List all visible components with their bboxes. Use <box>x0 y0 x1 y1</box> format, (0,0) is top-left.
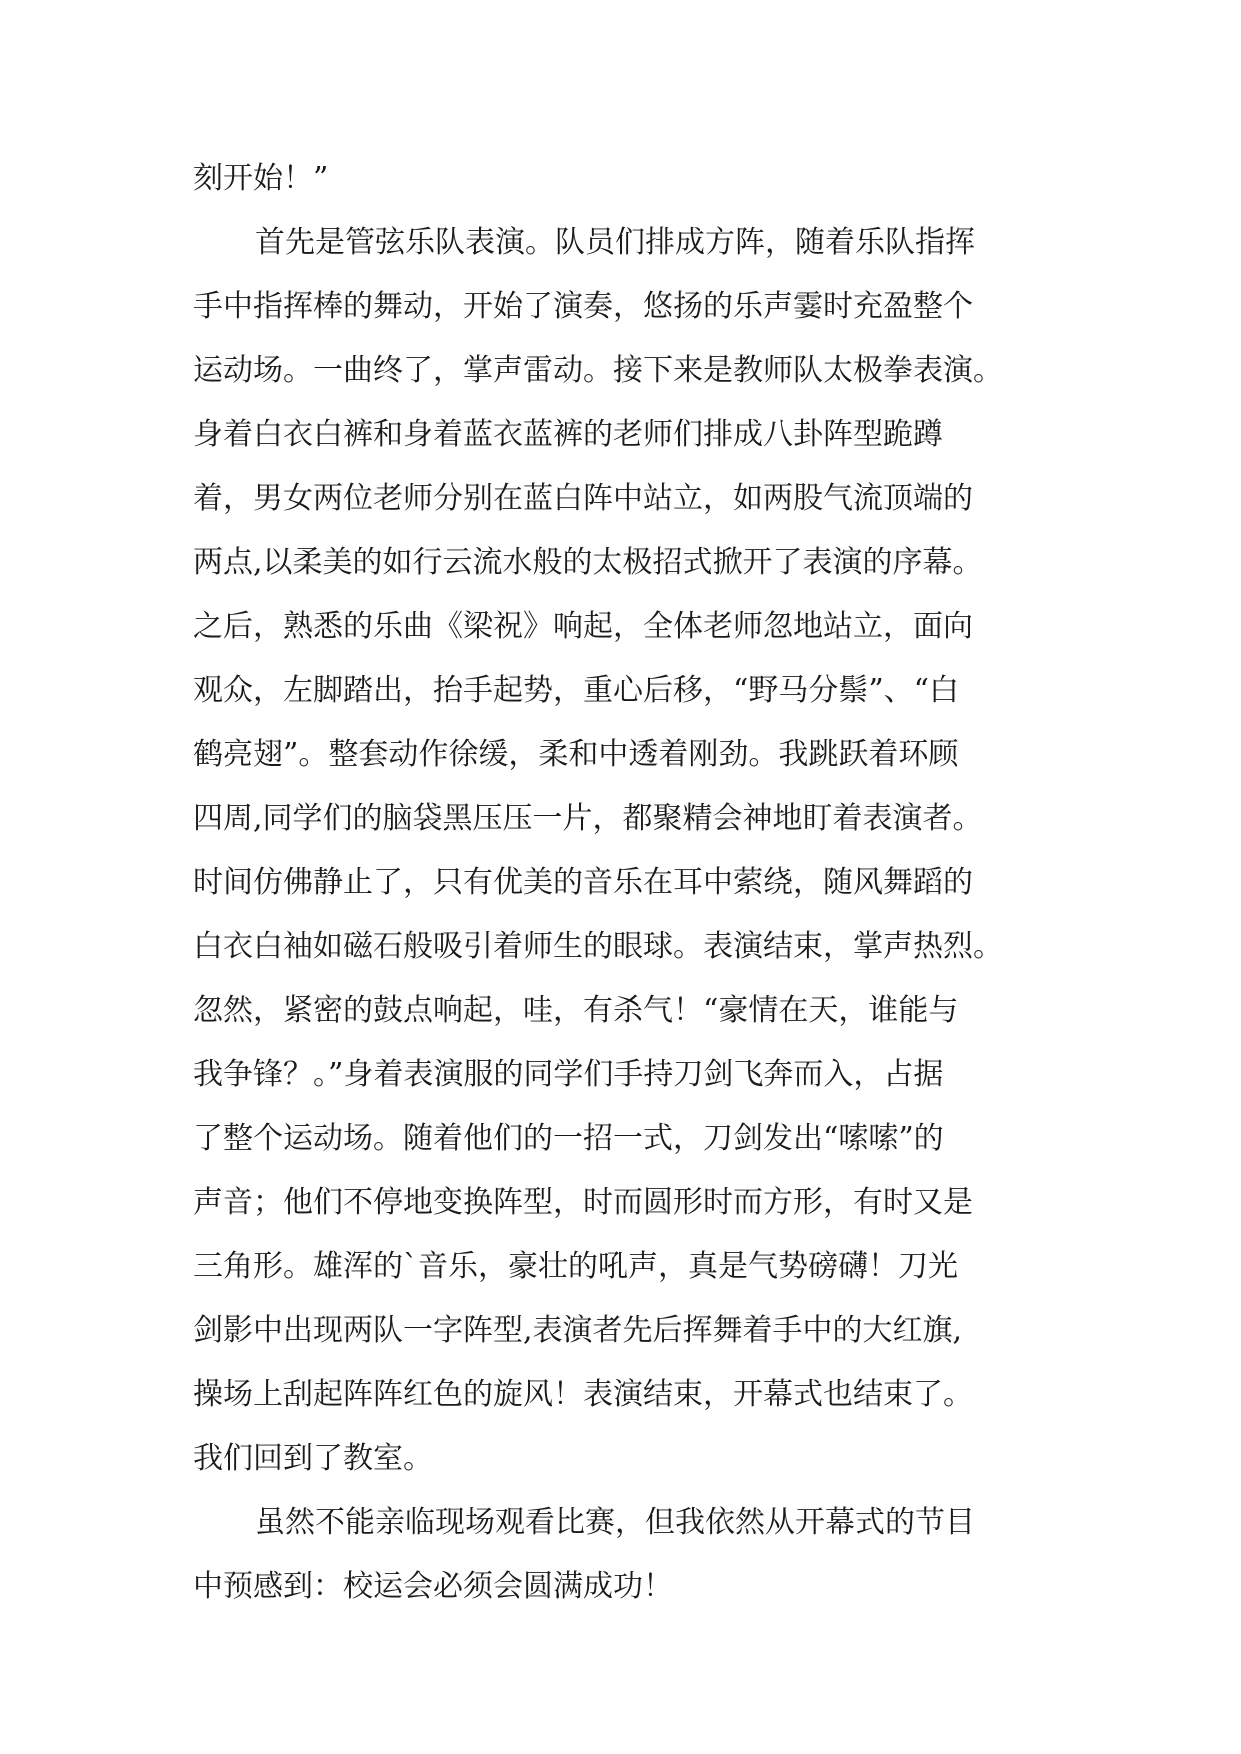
text-line: 着，男女两位老师分别在蓝白阵中站立，如两股气流顶端的 <box>193 481 973 516</box>
text-line: 时间仿佛静止了，只有优美的音乐在耳中萦绕，随风舞蹈的 <box>193 865 973 900</box>
text-line: 虽然不能亲临现场观看比赛，但我依然从开幕式的节目 <box>255 1505 975 1540</box>
text-line: 中预感到：校运会必须会圆满成功！ <box>193 1569 673 1604</box>
text-line: 观众，左脚踏出，抬手起势，重心后移，“野马分鬃”、“白 <box>193 673 960 708</box>
text-line: 剑影中出现两队一字阵型,表演者先后挥舞着手中的大红旗, <box>193 1313 963 1348</box>
paragraph-performances <box>193 211 1073 1491</box>
text-line: 白衣白袖如磁石般吸引着师生的眼球。表演结束，掌声热烈。 <box>193 929 1003 964</box>
text-line: 了整个运动场。随着他们的一招一式，刀剑发出“嗦嗦”的 <box>193 1121 944 1156</box>
text-line: 我们回到了教室。 <box>193 1441 433 1476</box>
text-line: 四周,同学们的脑袋黑压压一片，都聚精会神地盯着表演者。 <box>193 801 983 836</box>
paragraph-opening-quote-end <box>193 147 1073 211</box>
text-line: 三角形。雄浑的`音乐，豪壮的吼声，真是气势磅礴！刀光 <box>193 1249 958 1284</box>
text-line: 两点,以柔美的如行云流水般的太极招式掀开了表演的序幕。 <box>193 545 983 580</box>
text-line: 操场上刮起阵阵红色的旋风！表演结束，开幕式也结束了。 <box>193 1377 973 1412</box>
text-line: 手中指挥棒的舞动，开始了演奏，悠扬的乐声霎时充盈整个 <box>193 289 973 324</box>
text-line: 刻开始！” <box>193 161 329 196</box>
text-line: 运动场。一曲终了，掌声雷动。接下来是教师队太极拳表演。 <box>193 353 1003 388</box>
document-body <box>193 147 1073 1619</box>
text-line: 身着白衣白裤和身着蓝衣蓝裤的老师们排成八卦阵型跪蹲 <box>193 417 943 452</box>
paragraph-conclusion <box>193 1491 1073 1619</box>
text-line: 之后，熟悉的乐曲《梁祝》响起，全体老师忽地站立，面向 <box>193 609 973 644</box>
text-line: 我争锋？。”身着表演服的同学们手持刀剑飞奔而入，占据 <box>193 1057 944 1092</box>
text-line: 声音；他们不停地变换阵型，时而圆形时而方形，有时又是 <box>193 1185 973 1220</box>
text-line: 首先是管弦乐队表演。队员们排成方阵，随着乐队指挥 <box>255 225 975 260</box>
text-line: 忽然，紧密的鼓点响起，哇，有杀气！“豪情在天，谁能与 <box>193 993 959 1028</box>
text-line: 鹤亮翅”。整套动作徐缓，柔和中透着刚劲。我跳跃着环顾 <box>193 737 959 772</box>
